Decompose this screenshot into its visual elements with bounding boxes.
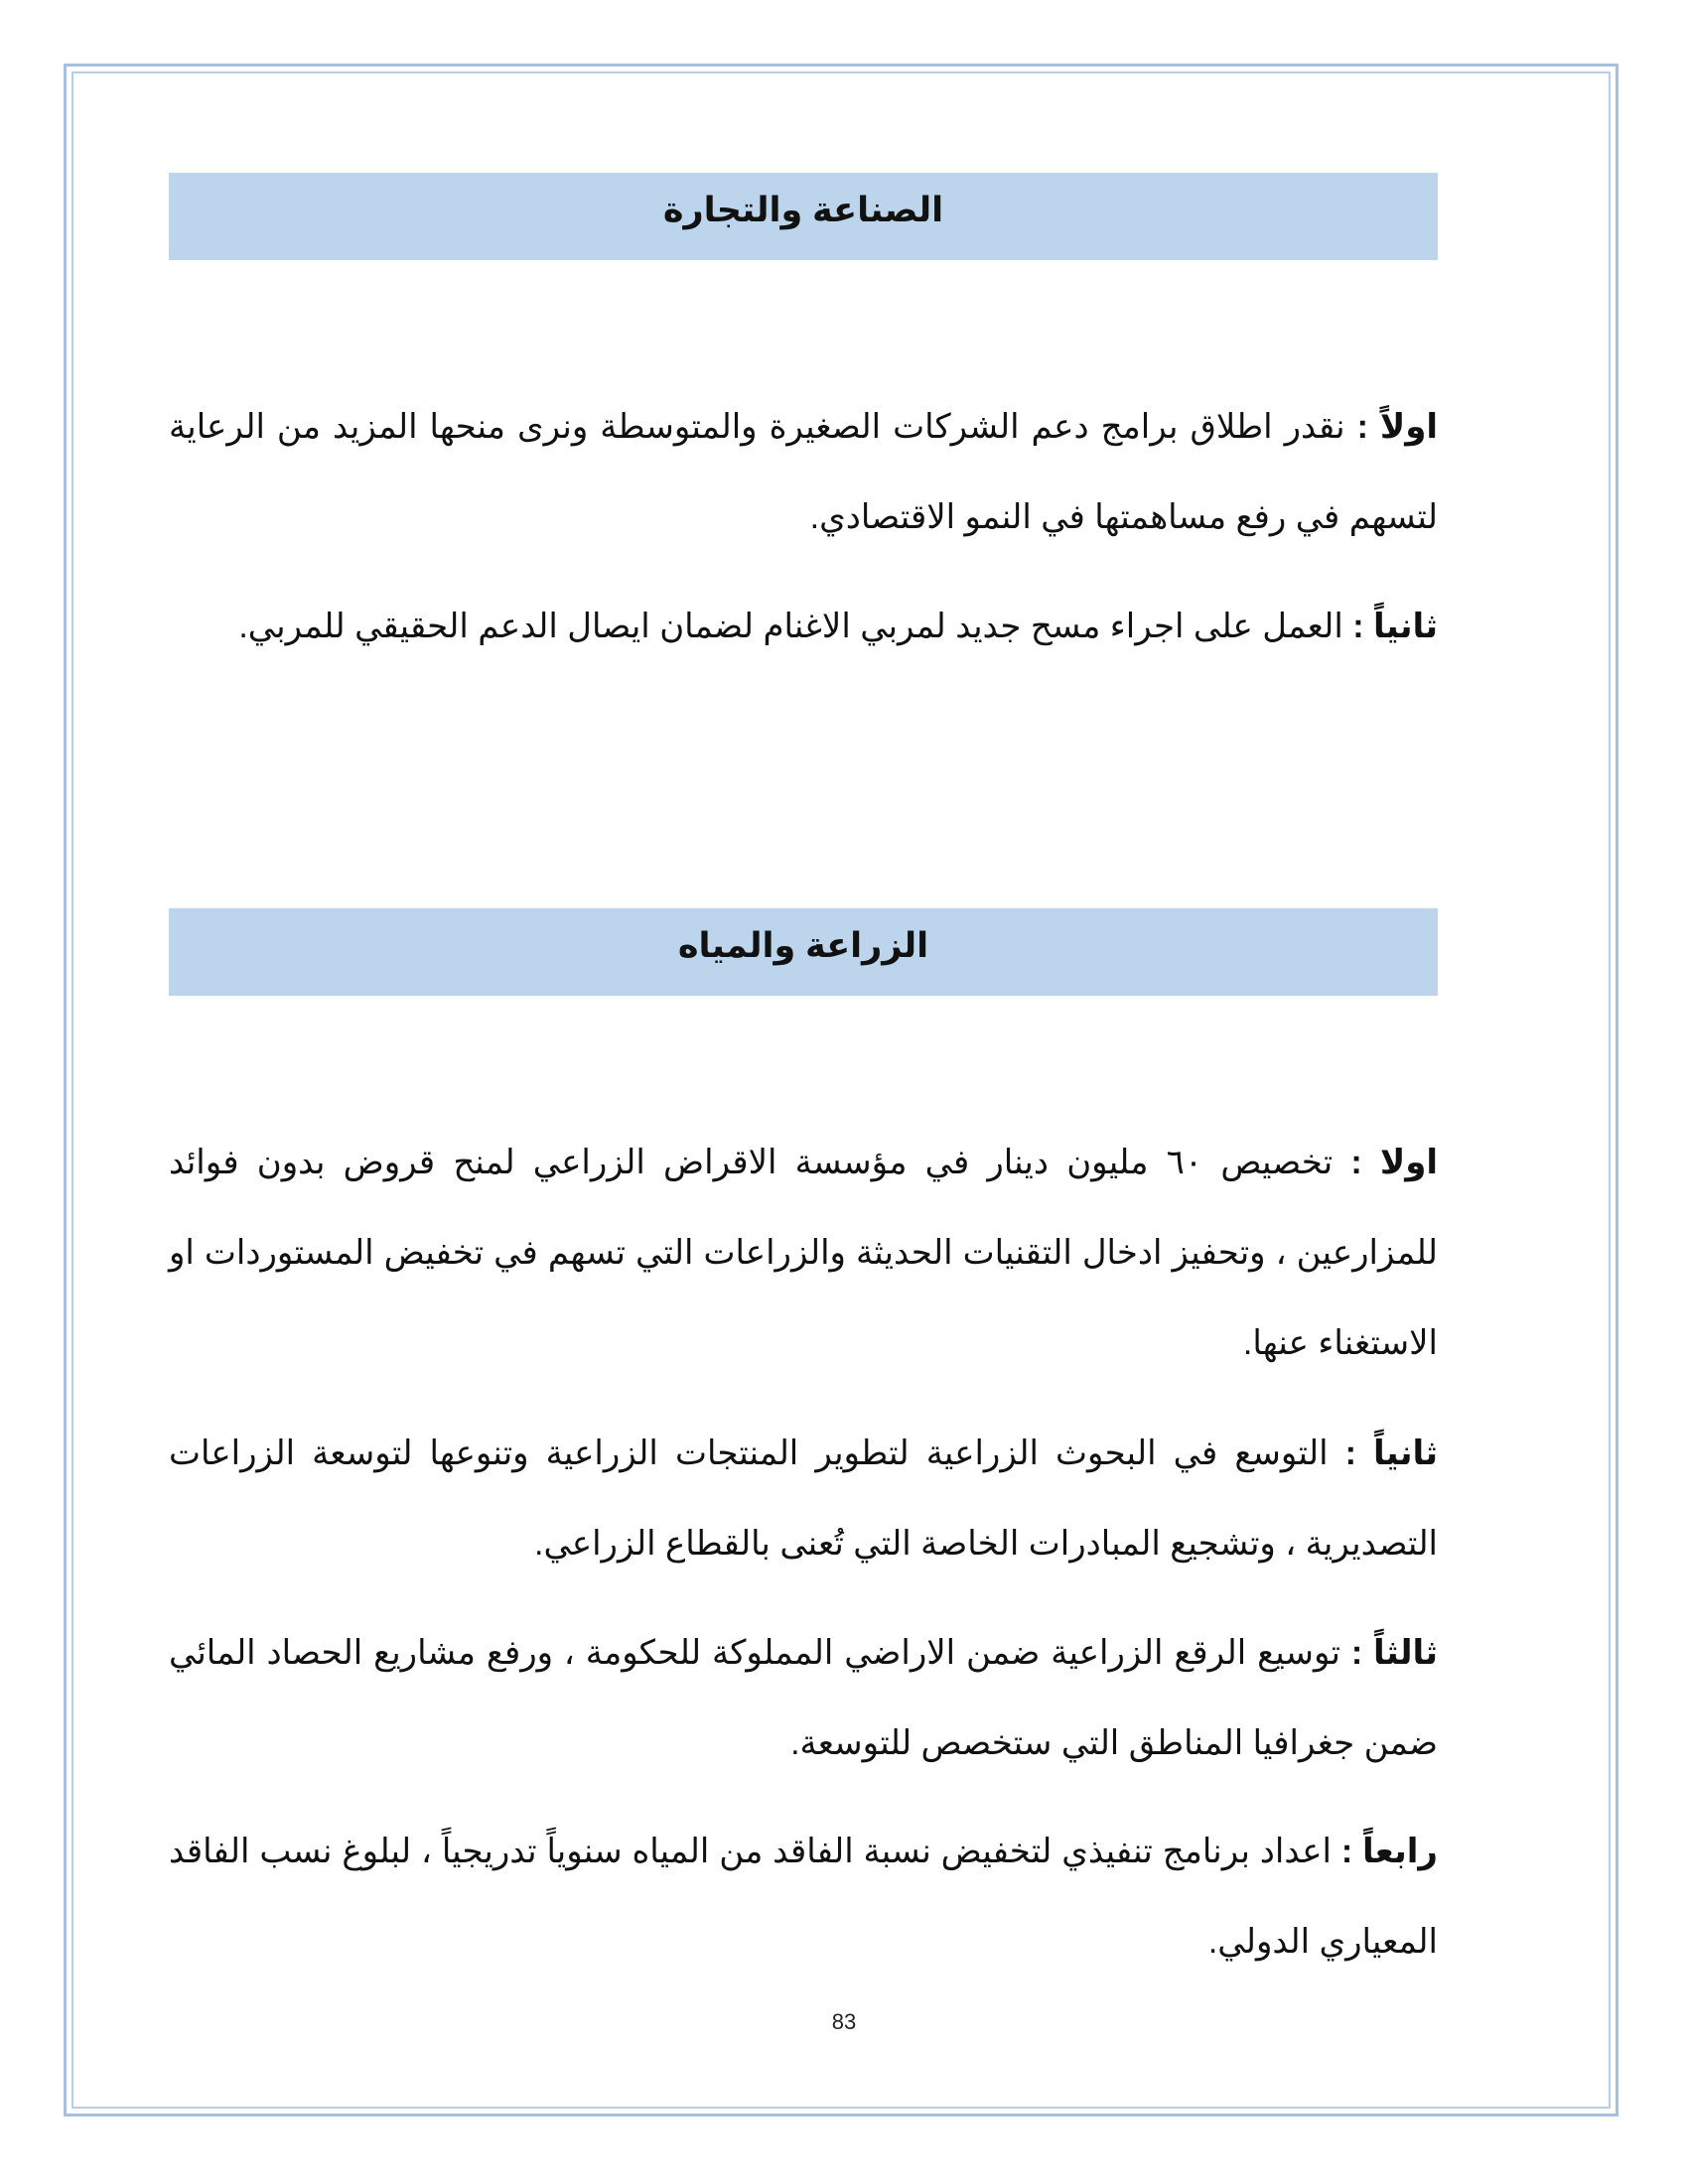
section-title: الصناعة والتجارة <box>662 191 944 229</box>
paragraph-industry-2 <box>169 582 1438 672</box>
paragraph-text: نقدر اطلاق برامج دعم الشركات الصغيرة والمتوسطة ونرى منحها المزيد من الرعاية لتسهم في رفع مساهمتها في النمو الاقتصادي. <box>169 408 1438 536</box>
paragraph-agriculture-4 <box>169 1807 1438 1987</box>
paragraph-lead: اولاً : <box>1356 408 1438 446</box>
paragraph-text: تخصيص ٦٠ مليون دينار في مؤسسة الاقراض الزراعي لمنح قروض بدون فوائد للمزارعين ، وتحفيز ادخال التقنيات الحديثة والزراعات التي تسهم في تخفيض المستوردات او الاستغناء عنها. <box>169 1144 1438 1362</box>
paragraph-text: التوسع في البحوث الزراعية لتطوير المنتجات الزراعية وتنوعها لتوسعة الزراعات التصديرية ، وتشجيع المبادرات الخاصة التي تُعنى بالقطاع الزراعي. <box>169 1434 1438 1563</box>
paragraph-text: توسيع الرقع الزراعية ضمن الاراضي المملوكة للحكومة ، ورفع مشاريع الحصاد المائي ضمن جغرافيا المناطق التي ستخصص للتوسعة. <box>169 1634 1438 1762</box>
paragraph-agriculture-2 <box>169 1409 1438 1589</box>
section-header-industry-trade <box>169 173 1438 260</box>
section-header-agriculture-water <box>169 908 1438 996</box>
page-border-inner <box>71 71 1611 2109</box>
section-title: الزراعة والمياه <box>677 926 929 965</box>
paragraph-lead: رابعاً : <box>1340 1833 1438 1870</box>
paragraph-lead: ثانياً : <box>1344 1434 1438 1472</box>
paragraph-lead: اولا : <box>1350 1144 1439 1181</box>
paragraph-industry-1 <box>169 382 1438 563</box>
paragraph-lead: ثالثاً : <box>1350 1634 1438 1672</box>
page-number: 83 <box>831 2009 857 2034</box>
paragraph-text: اعداد برنامج تنفيذي لتخفيض نسبة الفاقد من المياه سنوياً تدريجياً ، لبلوغ نسب الفاقد المعياري الدولي. <box>169 1833 1438 1961</box>
paragraph-text: العمل على اجراء مسح جديد لمربي الاغنام لضمان ايصال الدعم الحقيقي للمربي. <box>238 608 1353 645</box>
paragraph-lead: ثانياً : <box>1352 608 1438 645</box>
paragraph-agriculture-3 <box>169 1608 1438 1789</box>
paragraph-agriculture-1 <box>169 1118 1438 1389</box>
